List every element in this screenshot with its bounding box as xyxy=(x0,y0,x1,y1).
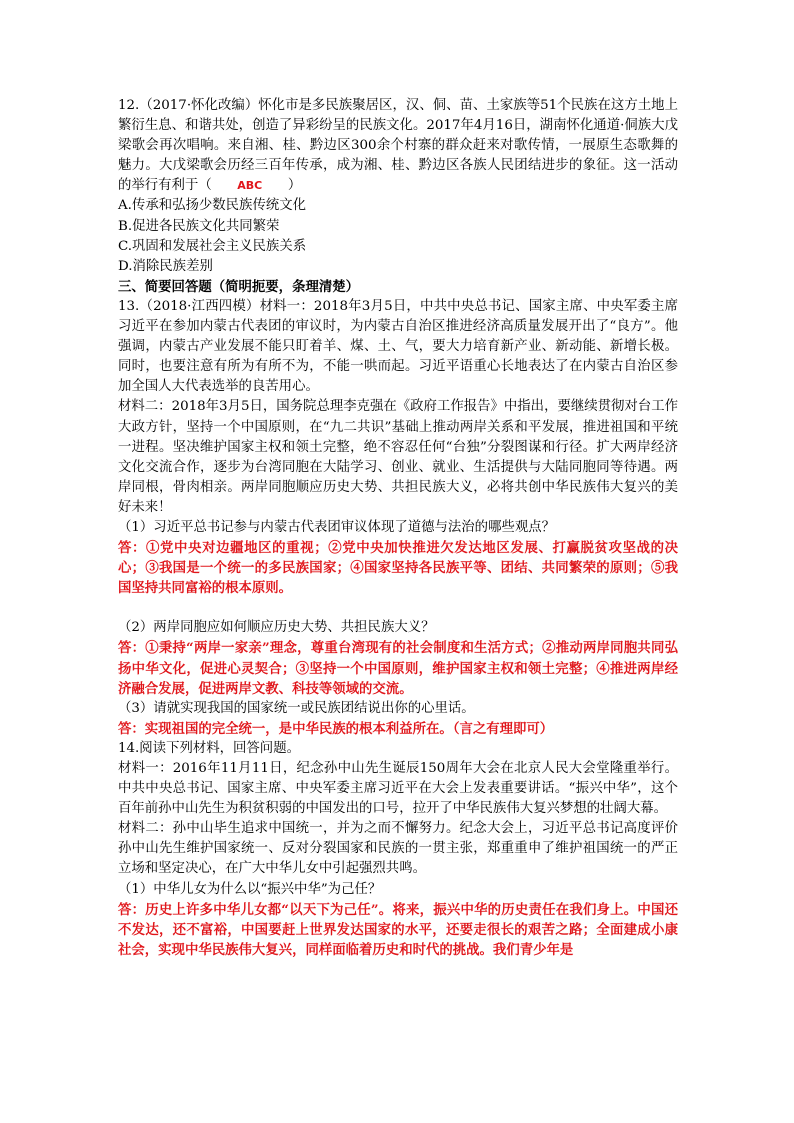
question-14-answer-1: 答：历史上许多中华儿女都“以天下为己任”。将来，振兴中华的历史责任在我们身上。中国还不发达，还不富裕，中国要赶上世界发达国家的水平，还要走很长的艰苦之路；全面建成小康社会，实现中华民族伟大复兴，同样面临着历史和时代的挑战。我们青少年是 xyxy=(118,901,678,958)
question-13-material-1: 13.（2018·江西四模）材料一：2018年3月5日，中共中央总书记、国家主席、中央军委主席习近平在参加内蒙古代表团的审议时，为内蒙古自治区推进经济高质量发展开出了“良方”。他强调，内蒙古产业发展不能只盯着羊、煤、土、气，要大力培育新产业、新动能、新增长极。同时，也要注意有所为有所不为，不能一哄而起。习近平语重心长地表达了在内蒙古自治区参加全国人大代表选举的良苦用心。 xyxy=(118,298,678,395)
question-14-material-1: 材料一：2016年11月11日，纪念孙中山先生诞辰150周年大会在北京人民大会堂隆重举行。中共中央总书记、国家主席、中央军委主席习近平在大会上发表重要讲话。“振兴中华”，这个百年前孙中山先生为积贫积弱的中国发出的口号，拉开了中华民族伟大复兴梦想的壮阔大幕。 xyxy=(118,761,678,817)
question-13-sub-3: （3）请就实现我国的国家统一或民族团结说出你的心里话。 xyxy=(118,700,475,716)
question-14-intro: 14.阅读下列材料，回答问题。 xyxy=(118,740,300,756)
question-13-answer-1: 答：①党中央对边疆地区的重视；②党中央加快推进欠发达地区发展、打赢脱贫攻坚战的决心；③我国是一个统一的多民族国家；④国家坚持各民族平等、团结、共同繁荣的原则；⑤我国坚持共同富裕的根本原则。 xyxy=(118,540,678,597)
option-a: A.传承和弘扬少数民族传统文化 xyxy=(118,198,307,214)
option-b: B.促进各民族文化共同繁荣 xyxy=(118,218,280,234)
question-13-answer-3: 答：实现祖国的完全统一，是中华民族的根本利益所在。（言之有理即可） xyxy=(118,720,554,737)
option-c: C.巩固和发展社会主义民族关系 xyxy=(118,238,307,254)
question-13-sub-2: （2）两岸同胞应如何顺应历史大势、共担民族大义？ xyxy=(118,620,435,636)
question-12-answer: ABC xyxy=(237,179,263,193)
question-14-material-2: 材料二：孙中山毕生追求中国统一，并为之而不懈努力。纪念大会上，习近平总书记高度评价孙中山先生维护国家统一、反对分裂国家和民族的一贯主张，郑重重申了维护祖国统一的严正立场和坚定决心，在广大中华儿女中引起强烈共鸣。 xyxy=(118,821,678,877)
question-13-answer-2: 答：①秉持“两岸一家亲”理念，尊重台湾现有的社会制度和生活方式；②推动两岸同胞共同弘扬中华文化，促进心灵契合；③坚持一个中国原则，维护国家主权和领土完整；④推进两岸经济融合发展，促进两岸文教、科技等领域的交流。 xyxy=(118,640,678,697)
spacer xyxy=(118,598,678,618)
document-page xyxy=(118,96,678,960)
question-12 xyxy=(118,96,678,196)
question-12-text: 12.（2017·怀化改编）怀化市是多民族聚居区，汉、侗、苗、土家族等51个民族在这方土地上繁衍生息、和谐共处，创造了异彩纷呈的民族文化。2017年4月16日，湖南怀化通道·侗族大戊梁歌会再次唱响。来自湘、桂、黔边区300余个村寨的群众赶来对歌传情，一展原生态歌舞的魅力。大戊梁歌会历经三百年传承，成为湘、桂、黔边区各族人民团结进步的象征。这一活动的举行有利于（ xyxy=(118,98,678,194)
question-12-close: ） xyxy=(287,178,302,194)
question-13-sub-1: （1）习近平总书记参与内蒙古代表团审议体现了道德与法治的哪些观点？ xyxy=(118,519,556,535)
question-13-material-2: 材料二：2018年3月5日，国务院总理李克强在《政府工作报告》中指出，要继续贯彻对台工作大政方针，坚持一个中国原则，在“九二共识”基础上推动两岸关系和平发展，推进祖国和平统一进程。坚决维护国家主权和领土完整，绝不容忍任何“台独”分裂图谋和行径。扩大两岸经济文化交流合作，逐步为台湾同胞在大陆学习、创业、就业、生活提供与大陆同胞同等待遇。两岸同根，骨肉相亲。两岸同胞顺应历史大势、共担民族大义，必将共创中华民族伟大复兴的美好未来！ xyxy=(118,399,678,515)
question-14-sub-1: （1）中华儿女为什么以“振兴中华”为己任？ xyxy=(118,881,382,897)
option-d: D.消除民族差别 xyxy=(118,258,213,274)
section-heading: 三、简要回答题（简明扼要，条理清楚） xyxy=(118,278,360,295)
